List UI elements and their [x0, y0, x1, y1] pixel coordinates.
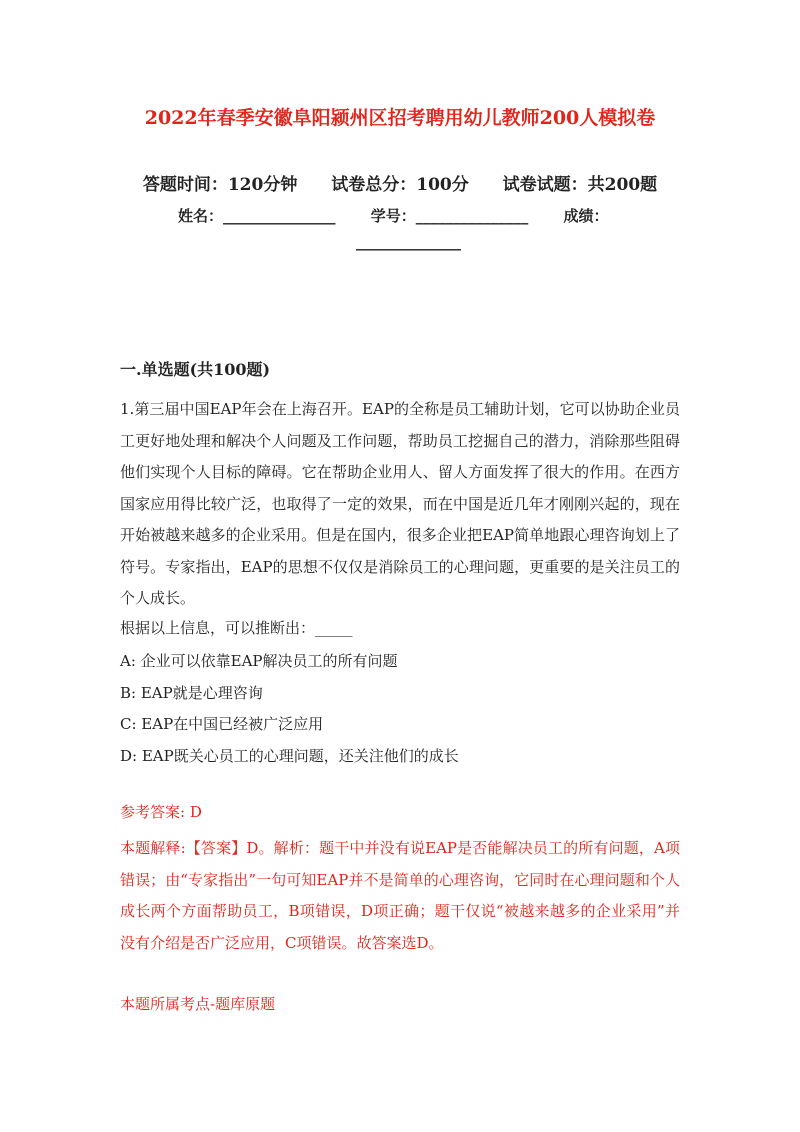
student-info [178, 203, 648, 255]
option-d: D: EAP既关心员工的心理问题，还关注他们的成长 [120, 746, 459, 765]
reference-answer: 参考答案: D [120, 803, 202, 821]
exam-question-count: 试卷试题：共200题 [502, 175, 658, 195]
student-score-field: 成绩： [563, 207, 609, 225]
exam-total-score: 试卷总分：100分 [331, 175, 469, 195]
question-prompt: 根据以上信息，可以推断出：_____ [120, 619, 353, 637]
question-source: 本题所属考点-题库原题 [120, 995, 276, 1013]
exam-info [0, 170, 800, 195]
student-id-field: 学号：_______________ [370, 207, 529, 225]
answer-explanation: 本题解释:【答案】D。解析：题干中并没有说EAP是否能解决员工的所有问题，A项错误；由“专家指出”一句可知EAP并不是简单的心理咨询，它同时在心理问题和个人成长两个方面帮助员工，B项错误，D项正确；题干仅说“被越来越多的企业采用”并没有介绍是否广泛应用，C项错误。故答案选D。 [120, 839, 680, 952]
section-title: 一.单选题(共100题) [120, 360, 271, 379]
option-c: C: EAP在中国已经被广泛应用 [120, 715, 324, 733]
exam-time: 答题时间：120分钟 [142, 175, 298, 195]
exam-title: 2022年春季安徽阜阳颍州区招考聘用幼儿教师200人模拟卷 [144, 107, 656, 129]
student-name-field: 姓名：_______________ [178, 207, 336, 225]
option-list [120, 646, 680, 772]
question-text: 1.第三届中国EAP年会在上海召开。EAP的全称是员工辅助计划，它可以协助企业员工更好地处理和解决个人问题及工作问题，帮助员工挖掘自己的潜力，消除那些阻碍他们实现个人目标的障碍。它在帮助企业用人、留人方面发挥了很大的作用。在西方国家应用得比较广泛，也取得了一定的效果，而在中国是近几年才刚刚兴起的，现在开始被越来越多的企业采用。但是在国内，很多企业把EAP简单地跟心理咨询划上了符号。专家指出，EAP的思想不仅仅是消除员工的心理问题，更重要的是关注员工的个人成长。 [120, 400, 680, 607]
option-a: A: 企业可以依靠EAP解决员工的所有问题 [120, 652, 398, 670]
score-blank-line: ______________ [356, 233, 461, 251]
option-b: B: EAP就是心理咨询 [120, 683, 263, 702]
